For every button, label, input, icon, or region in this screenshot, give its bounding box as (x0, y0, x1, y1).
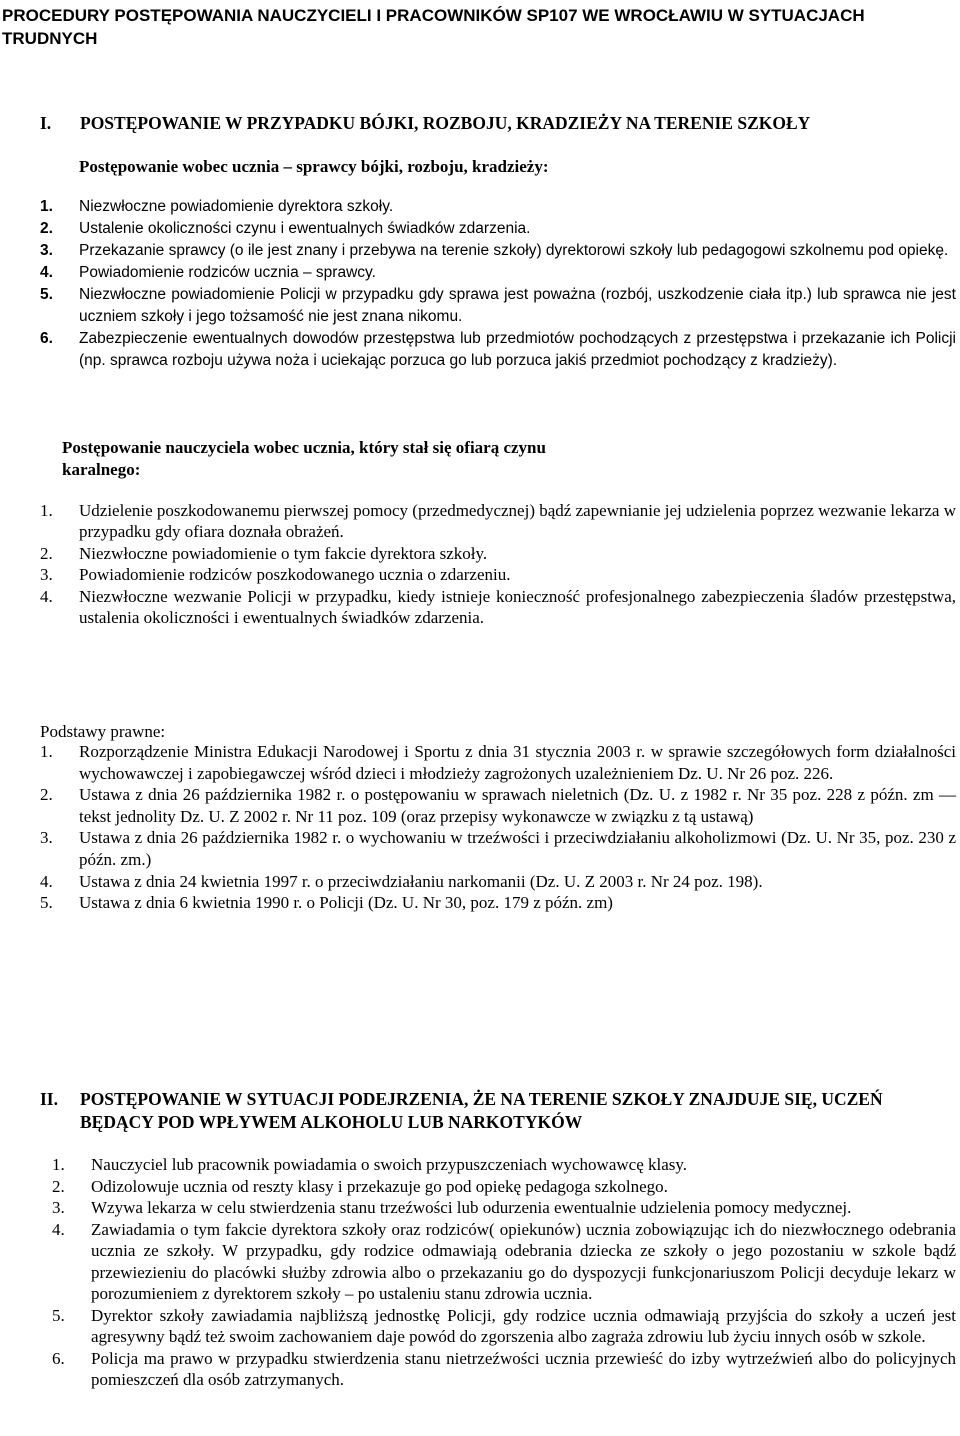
item-text: Ustawa z dnia 26 października 1982 r. o postępowaniu w sprawach nieletnich (Dz. U. z 1982 r. Nr 35 poz. 228 z późn. zm — tekst jednolity Dz. U. Z 2002 r. Nr 11 poz. 109 (oraz przepisy wykonawcze w związku z tą ustawą) (79, 785, 956, 826)
item-number: 4. (40, 586, 53, 606)
document-title: PROCEDURY POSTĘPOWANIA NAUCZYCIELI I PRACOWNIKÓW SP107 WE WROCŁAWIU W SYTUACJACH TRUDNYCH (2, 6, 865, 48)
list-item (40, 543, 956, 564)
item-number: 5. (40, 286, 53, 303)
list-item (52, 1219, 956, 1305)
section-2-title-line-1: POSTĘPOWANIE W SYTUACJI PODEJRZENIA, ŻE NA TERENIE SZKOŁY ZNAJDUJE SIĘ, UCZEŃ (80, 1089, 883, 1109)
item-number: 3. (40, 565, 53, 585)
item-number: 1. (52, 1155, 65, 1174)
item-text: Zawiadamia o tym fakcie dyrektora szkoły oraz rodziców( opiekunów) ucznia zobowiązując ich do niezwłocznego odebrania ucznia ze szkoły. W przypadku, gdy rodzice odmawiają odebrania dziecka ze szkoły o jego pozostaniu w szkole bądź przewiezieniu do placówki służby zdrowia albo o przekazaniu go do dyspozycji funkcjonariuszom Policji decyduje lekarz w porozumieniem z dyrektorem szkoły – po ustaleniu stanu zdrowia ucznia. (91, 1219, 956, 1303)
list-item (40, 741, 956, 784)
victim-subheading-line-2: karalnego: (62, 460, 141, 479)
legal-basis-list (40, 741, 956, 914)
item-text: Rozporządzenie Ministra Edukacji Narodowej i Sportu z dnia 31 stycznia 2003 r. w sprawie szczegółowych form działalności wychowawczej i zapobiegawczej wśród dzieci i młodzieży zagrożonych uzależnieniem Dz. U. Nr 26 poz. 226. (79, 742, 956, 783)
item-number: 3. (40, 828, 53, 848)
item-number: 4. (40, 264, 53, 281)
item-text: Dyrektor szkoły zawiadamia najbliższą jednostkę Policji, gdy rodzice ucznia odmawiają przyjścia do szkoły a uczeń jest agresywny bądź też swoim zachowaniem daje powód do zgorszenia albo zagraża zdrowiu lub życiu innych osób w szkole. (91, 1305, 956, 1346)
victim-subheading-line-1: Postępowanie nauczyciela wobec ucznia, który stał się ofiarą czynu (62, 438, 546, 457)
list-item (40, 328, 956, 372)
victim-subheading (62, 437, 546, 481)
item-text: Ustawa z dnia 24 kwietnia 1997 r. o przeciwdziałaniu narkomanii (Dz. U. Z 2003 r. Nr 24 poz. 198). (79, 871, 763, 891)
item-text: Przekazanie sprawcy (o ile jest znany i przebywa na terenie szkoły) dyrektorowi szkoły lub pedagogowi szkolnemu pod opiekę. (79, 242, 949, 259)
list-item (40, 262, 956, 284)
section-1-heading (40, 112, 940, 135)
item-text: Nauczyciel lub pracownik powiadamia o swoich przypuszczeniach wychowawcę klasy. (91, 1155, 688, 1174)
perpetrator-steps-list (40, 196, 956, 372)
item-text: Niezwłoczne powiadomienie dyrektora szkoły. (79, 198, 394, 215)
section-2-heading (40, 1088, 956, 1134)
item-text: Zabezpieczenie ewentualnych dowodów przestępstwa lub przedmiotów pochodzących z przestępstwa i przekazanie ich Policji (np. sprawca rozboju używa noża i uciekając porzuca go lub porzuca jakiś przedmiot pochodzący z kradzieży). (79, 330, 956, 369)
victim-steps-list (40, 500, 956, 628)
intoxication-steps-list (52, 1154, 956, 1391)
perpetrator-subheading: Postępowanie wobec ucznia – sprawcy bójki, rozboju, kradzieży: (79, 157, 549, 176)
list-item (40, 500, 956, 543)
list-item (52, 1305, 956, 1348)
item-number: 4. (52, 1219, 65, 1239)
item-number: 1. (40, 742, 53, 761)
item-number: 2. (40, 220, 53, 237)
list-item (52, 1176, 956, 1198)
item-number: 2. (40, 785, 53, 805)
item-number: 5. (40, 893, 53, 913)
item-text: Niezwłoczne powiadomienie Policji w przypadku gdy sprawa jest poważna (rozbój, uszkodzenie ciała itp.) lub sprawca nie jest uczniem szkoły i jego tożsamość nie jest znana nikomu. (79, 286, 956, 325)
item-text: Ustalenie okoliczności czynu i ewentualnych świadków zdarzenia. (79, 220, 531, 237)
section-1-title: POSTĘPOWANIE W PRZYPADKU BÓJKI, ROZBOJU, KRADZIEŻY NA TERENIE SZKOŁY (80, 113, 811, 133)
item-text: Wzywa lekarza w celu stwierdzenia stanu trzeźwości lub odurzenia ewentualnie udzielenia pomocy medycznej. (91, 1198, 852, 1217)
list-item (52, 1197, 956, 1219)
item-number: 1. (40, 501, 53, 520)
list-item (40, 871, 956, 893)
item-number: 2. (52, 1176, 65, 1196)
item-number: 3. (52, 1198, 65, 1217)
item-text: Powiadomienie rodziców poszkodowanego ucznia o zdarzeniu. (79, 565, 511, 585)
list-item (40, 564, 956, 585)
list-item (40, 827, 956, 870)
item-number: 5. (52, 1305, 65, 1325)
list-item (40, 586, 956, 629)
item-number: 6. (40, 330, 53, 347)
item-text: Powiadomienie rodziców ucznia – sprawcy. (79, 264, 376, 281)
list-item (40, 196, 956, 218)
item-text: Niezwłoczne wezwanie Policji w przypadku, kiedy istnieje konieczność profesjonalnego zabezpieczenia śladów przestępstwa, ustalenia okoliczności i ewentualnych świadków zdarzenia. (79, 586, 956, 628)
list-item (40, 892, 956, 914)
legal-basis-title: Podstawy prawne: (40, 722, 166, 741)
item-number: 6. (52, 1348, 65, 1368)
section-2-title-line-2: BĘDĄCY POD WPŁYWEM ALKOHOLU LUB NARKOTYKÓW (80, 1112, 583, 1132)
item-number: 3. (40, 242, 53, 259)
item-number: 4. (40, 871, 53, 891)
item-text: Ustawa z dnia 26 października 1982 r. o wychowaniu w trzeźwości i przeciwdziałaniu alkoholizmowi (Dz. U. Nr 35, poz. 230 z późn. zm.) (79, 828, 956, 869)
list-item (52, 1154, 956, 1176)
list-item (40, 240, 956, 262)
list-item (40, 218, 956, 240)
section-2-number: II. (40, 1089, 58, 1109)
item-text: Policja ma prawo w przypadku stwierdzenia stanu nietrzeźwości ucznia przewieść do izby wytrzeźwień albo do policyjnych pomieszczeń dla osób zatrzymanych. (91, 1348, 956, 1389)
list-item (52, 1348, 956, 1391)
item-text: Ustawa z dnia 6 kwietnia 1990 r. o Policji (Dz. U. Nr 30, poz. 179 z późn. zm) (79, 893, 613, 913)
list-item (40, 284, 956, 328)
item-number: 1. (40, 198, 53, 215)
list-item (40, 784, 956, 827)
item-text: Odizolowuje ucznia od reszty klasy i przekazuje go pod opiekę pedagoga szkolnego. (91, 1176, 668, 1196)
item-text: Udzielenie poszkodowanemu pierwszej pomocy (przedmedycznej) bądź zapewnianie jej udzielenia poprzez wezwanie lekarza w przypadku gdy ofiara doznała obrażeń. (79, 501, 956, 542)
item-text: Niezwłoczne powiadomienie o tym fakcie dyrektora szkoły. (79, 543, 488, 563)
item-number: 2. (40, 543, 53, 563)
section-1-number: I. (40, 113, 52, 133)
